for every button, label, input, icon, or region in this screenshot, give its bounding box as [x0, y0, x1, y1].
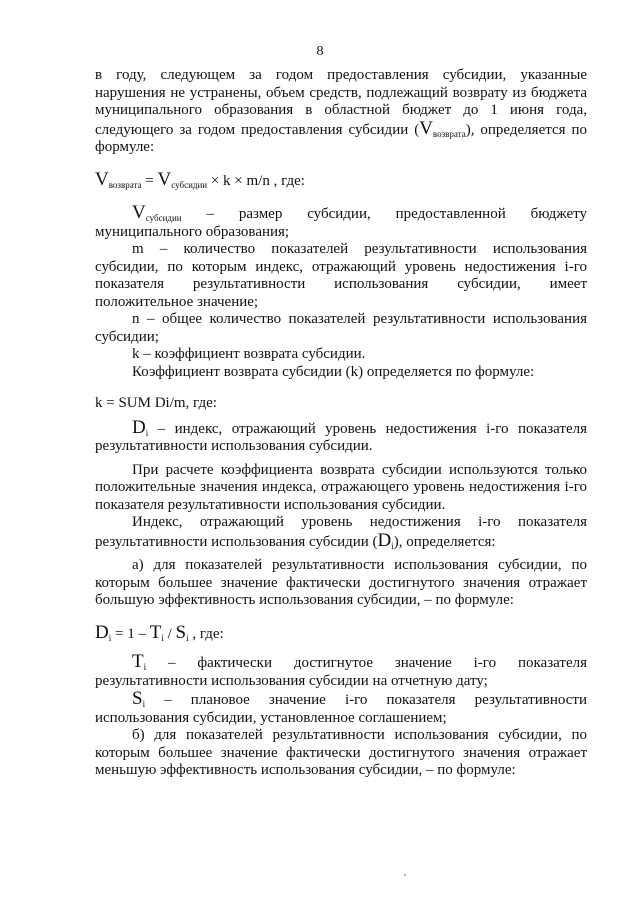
positive-values-note: При расчете коэффициента возврата субсидии используются только положительные значения индекса, отражающего уровень недостижения i-го показателя результативности использования субсидии.	[95, 461, 587, 513]
definition-m: m – количество показателей результативности использования субсидии, по которым индекс, отражающий уровень недостижения i-го показателя результативности использования субсидии, имеет положительное значение;	[95, 241, 587, 310]
formula-k: k = SUM Di/m, где:	[95, 395, 217, 411]
page-number: 8	[316, 44, 324, 59]
coefficient-intro: Коэффициент возврата субсидии (k) определяется по формуле:	[132, 363, 535, 380]
paragraph-1: в году, следующем за годом предоставления субсидии, указанные нарушения не устранены, объем средств, подлежащий возврату из бюджета муниципального образования в областной бюджет до 1 июня года, следующего за годом предоставления субсидии $(V_{возврата})$, определяется по формуле:	[95, 67, 587, 155]
scan-speck	[404, 874, 406, 876]
case-b: б) для показателей результативности использования субсидии, по которым большее значение фактически достигнутого значения отражает меньшую эффективность использования субсидии, – по формуле:	[95, 727, 587, 778]
definition-n: n – общее количество показателей результативности использования субсидии;	[95, 311, 587, 345]
definition-k: k – коэффициент возврата субсидии.	[132, 346, 366, 362]
formula-volume-return: $V_{возврата} = V_{субсидии} \times k \times m/n$ , где:	[95, 168, 305, 190]
case-a: а) для показателей результативности использования субсидии, по которым большее значение фактически достигнутого значения отражает большую эффективность использования субсидии, – по формуле:	[95, 557, 587, 608]
document-body	[95, 67, 587, 780]
definition-si: $S_i$ – плановое значение i-го показателя результативности использования субсидии, установленное соглашением;	[95, 688, 587, 726]
definition-ti: $T_i$ – фактически достигнутое значение i-го показателя результативности использования субсидии на отчетную дату;	[95, 651, 587, 689]
symbol-v: V	[419, 117, 433, 139]
formula-di: $D_i = 1 - T_i / S_i$ , где:	[95, 621, 224, 643]
definition-v-subsidy: $V_{субсидии}$ – размер субсидии, предоставленной бюджету муниципального образования;	[95, 202, 587, 240]
definition-di: $D_i$ – индекс, отражающий уровень недостижения i-го показателя результативности использования субсидии.	[95, 416, 587, 454]
index-intro: Индекс, отражающий уровень недостижения i-го показателя результативности использования субсидии $(D_i)$, определяется:	[95, 514, 587, 551]
